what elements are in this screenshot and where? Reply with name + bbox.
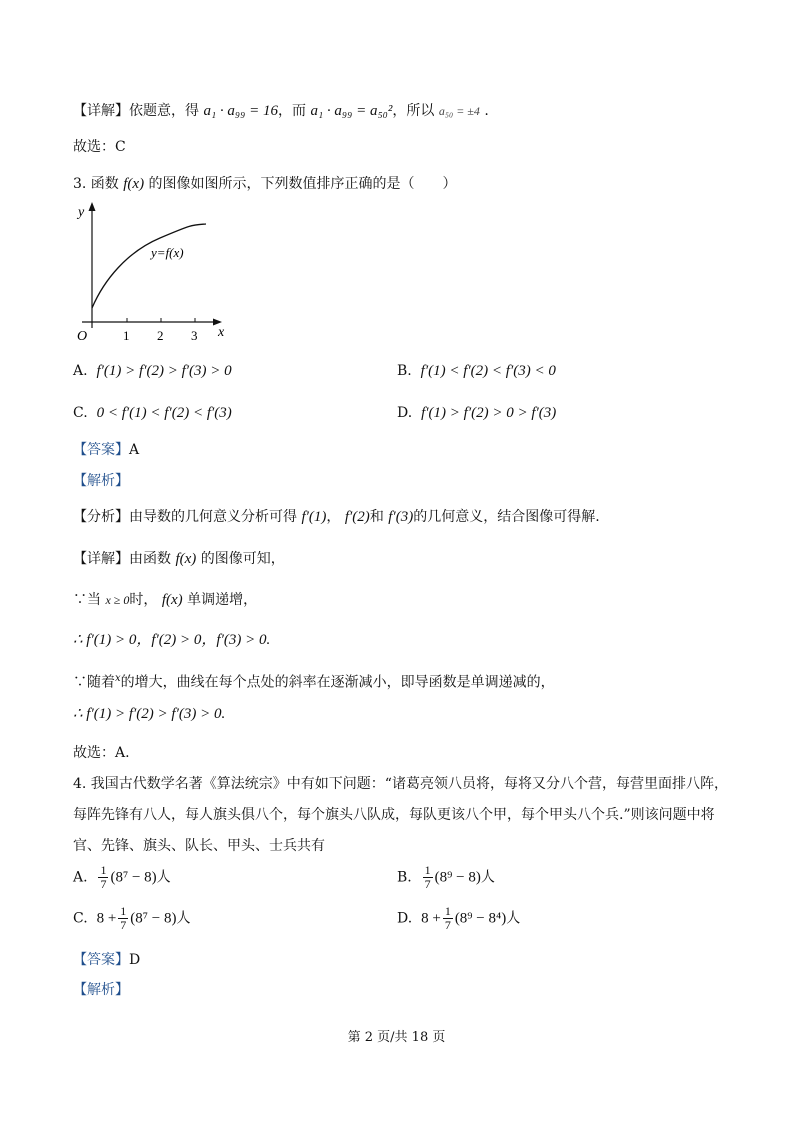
q3-step-1 bbox=[73, 590, 257, 610]
q4-option-b bbox=[397, 864, 495, 891]
q4-option-c-pre: 8 + bbox=[96, 910, 117, 927]
q4-answer-tag: 【答案】 bbox=[73, 952, 129, 968]
q4-option-b-label: B. bbox=[397, 869, 412, 886]
q3-option-a-label: A. bbox=[73, 363, 88, 379]
q4-option-a-expr: (8⁷ − 8) bbox=[110, 869, 157, 886]
q4-option-a-unit: 人 bbox=[156, 869, 171, 886]
q3-fenxi-a: 由导数的几何意义分析可得 bbox=[129, 509, 297, 525]
q4-line-2: 每阵先锋有八人，每人旗头俱八个，每个旗头八队成，每队更该八个甲，每个甲头八个兵.”则该问题中将 bbox=[73, 807, 715, 823]
q3-fenxi-f2: f′(2) bbox=[344, 509, 370, 525]
q4-answer bbox=[73, 950, 140, 970]
q3-step-4: ∴ f′(1) > f′(2) > f′(3) > 0. bbox=[73, 706, 226, 722]
q3-fenxi bbox=[73, 507, 600, 527]
tick-label-1: 1 bbox=[123, 328, 130, 343]
q4-option-a bbox=[73, 864, 171, 891]
equation-square: a₁ · a₉₉ = a₅₀² bbox=[310, 103, 393, 119]
q3-fenxi-f1: f′(1) bbox=[301, 509, 327, 525]
q4-option-d-fraction bbox=[443, 905, 453, 932]
tick-label-2: 2 bbox=[157, 328, 164, 343]
q4-line-3: 官、先锋、旗头、队长、甲头、士兵共有 bbox=[73, 838, 325, 854]
q4-analysis-tag: 【解析】 bbox=[73, 982, 129, 998]
q4-b-den: 7 bbox=[424, 877, 431, 891]
q3-analysis-tag: 【解析】 bbox=[73, 473, 129, 489]
q3-fenxi-he: 和 bbox=[369, 509, 384, 525]
q4-option-c-label: C. bbox=[73, 910, 88, 927]
q4-option-a-fraction bbox=[98, 864, 108, 891]
q4-d-num: 1 bbox=[444, 904, 451, 918]
q3-option-d-label: D. bbox=[397, 405, 413, 421]
q3-detail-tag: 【详解】 bbox=[73, 551, 129, 567]
q3-step1-fx: f(x) bbox=[161, 592, 183, 608]
detail-text-c: ，所以 bbox=[392, 103, 435, 119]
q3-step-3 bbox=[73, 669, 555, 693]
q3-stem-a: 3. 函数 bbox=[73, 176, 119, 192]
q3-option-d-text: f′(1) > f′(2) > 0 > f′(3) bbox=[421, 405, 557, 421]
q4-answer-value: D bbox=[129, 952, 141, 968]
q3-detail bbox=[73, 549, 285, 569]
q3-option-b-text: f′(1) < f′(2) < f′(3) < 0 bbox=[420, 363, 556, 379]
y-label: y bbox=[78, 205, 85, 220]
q4-a-den: 7 bbox=[100, 877, 107, 891]
x-label: x bbox=[218, 325, 225, 340]
equation-product: a₁ · a₉₉ = 16 bbox=[203, 103, 278, 119]
q3-step1-cond: x ≥ 0 bbox=[105, 593, 130, 607]
q4-option-d-expr: (8⁹ − 8⁴) bbox=[454, 910, 507, 927]
q4-b-num: 1 bbox=[424, 863, 431, 877]
q3-option-b bbox=[397, 361, 556, 381]
detail-line-1 bbox=[73, 101, 489, 121]
q4-option-a-label: A. bbox=[73, 869, 88, 886]
q3-step3-b: 的增大，曲线在每个点处的斜率在逐渐减小，即导函数是单调递减的， bbox=[120, 674, 555, 691]
q3-fenxi-tag: 【分析】 bbox=[73, 509, 129, 525]
y-arrow-icon bbox=[89, 202, 96, 211]
equation-result: a₅₀ = ±4 bbox=[438, 104, 480, 118]
curve-fx bbox=[92, 224, 206, 308]
detail-end: . bbox=[484, 103, 489, 119]
q4-a-num: 1 bbox=[100, 863, 107, 877]
q3-step1-b: 时， bbox=[129, 592, 158, 608]
q3-stem-b: 的图像如图所示，下列数值排序正确的是（ ） bbox=[148, 176, 457, 192]
q4-option-c bbox=[73, 905, 190, 932]
q3-answer-tag: 【答案】 bbox=[73, 442, 129, 458]
q3-option-a bbox=[73, 361, 232, 381]
function-graph bbox=[72, 200, 242, 345]
q3-step1-c: 单调递增， bbox=[187, 592, 258, 608]
q4-option-d-label: D. bbox=[397, 910, 413, 927]
q3-fenxi-b: 的几何意义，结合图像可得解. bbox=[413, 509, 600, 525]
q3-step3-x: x bbox=[115, 673, 121, 684]
q4-option-c-fraction bbox=[118, 905, 128, 932]
q3-detail-fx: f(x) bbox=[175, 551, 197, 567]
q3-choose: 故选：A. bbox=[73, 745, 130, 761]
q4-c-num: 1 bbox=[120, 904, 127, 918]
q4-c-den: 7 bbox=[120, 918, 127, 932]
q4-option-b-fraction bbox=[423, 864, 433, 891]
q3-option-b-label: B. bbox=[397, 363, 412, 379]
q3-detail-b: 的图像可知， bbox=[200, 551, 285, 567]
question-3-stem bbox=[73, 174, 457, 194]
choose-c: 故选：C bbox=[73, 139, 126, 155]
curve-label: y=f(x) bbox=[151, 245, 184, 260]
q3-fx: f(x) bbox=[123, 176, 145, 192]
q4-line-1: 4. 我国古代数学名著《算法统宗》中有如下问题：“诸葛亮领八员将，每将又分八个营，每营里面排八阵， bbox=[73, 776, 728, 792]
page-footer: 第 2 页/共 18 页 bbox=[347, 1030, 446, 1045]
q3-option-c-label: C. bbox=[73, 405, 88, 421]
q3-step-2: ∴ f′(1) > 0，f′(2) > 0，f′(3) > 0. bbox=[73, 632, 271, 648]
q3-fenxi-comma: ， bbox=[326, 509, 341, 525]
q3-option-c-text: 0 < f′(1) < f′(2) < f′(3) bbox=[96, 405, 232, 421]
q4-option-b-expr: (8⁹ − 8) bbox=[434, 869, 481, 886]
q4-option-d bbox=[397, 905, 520, 932]
q4-option-c-unit: 人 bbox=[176, 910, 191, 927]
q4-option-d-unit: 人 bbox=[506, 910, 521, 927]
q3-option-a-text: f′(1) > f′(2) > f′(3) > 0 bbox=[96, 363, 232, 379]
q3-option-d bbox=[397, 403, 556, 423]
q3-fenxi-f3: f′(3) bbox=[388, 509, 414, 525]
q4-option-b-unit: 人 bbox=[480, 869, 495, 886]
q3-answer bbox=[73, 440, 139, 460]
q4-d-den: 7 bbox=[444, 918, 451, 932]
q3-option-c bbox=[73, 403, 232, 423]
q4-option-d-pre: 8 + bbox=[421, 910, 441, 927]
detail-text-b: ，而 bbox=[277, 103, 306, 119]
origin-label: O bbox=[77, 329, 88, 344]
q3-step3-a: ∵随着 bbox=[73, 674, 115, 691]
tick-label-3: 3 bbox=[191, 328, 198, 343]
q3-answer-value: A bbox=[129, 442, 140, 458]
q4-option-c-expr: (8⁷ − 8) bbox=[130, 910, 177, 927]
detail-tag: 【详解】 bbox=[73, 103, 129, 119]
detail-text-a: 依题意，得 bbox=[129, 103, 199, 119]
q3-detail-a: 由函数 bbox=[129, 551, 171, 567]
q3-step1-a: ∵当 bbox=[73, 592, 101, 608]
